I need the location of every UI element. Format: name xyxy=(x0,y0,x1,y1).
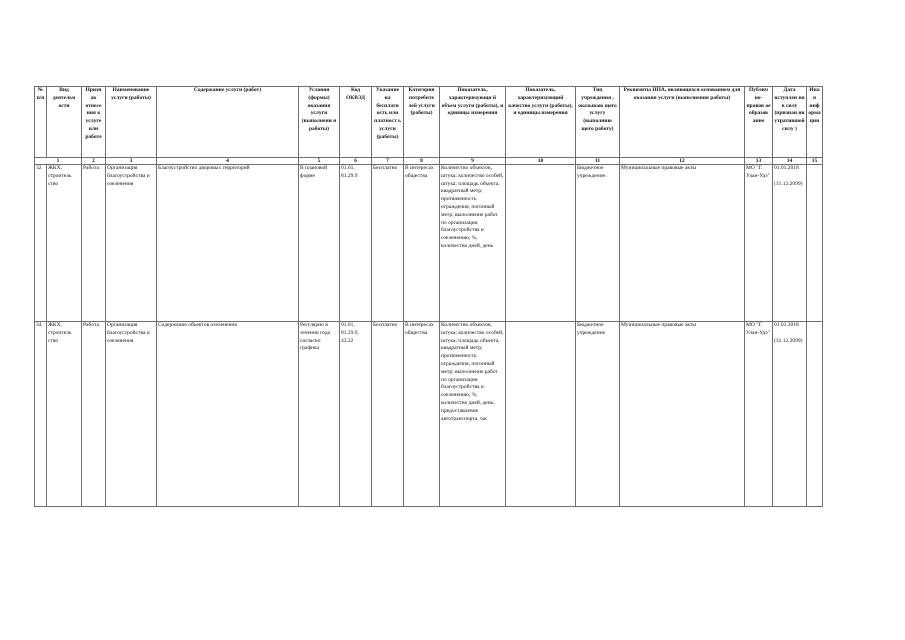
header-cell: Категория потребите лей услуги (работы) xyxy=(404,87,440,158)
service-name: Организация благоустройства и озеленения xyxy=(106,322,157,507)
activity-type: ЖКХ, строитель ство xyxy=(47,165,82,322)
header-cell: Код ОКВЭД xyxy=(340,87,372,158)
activity-type: ЖКХ, строитель ство xyxy=(47,322,82,507)
column-number: 10 xyxy=(506,158,576,165)
paid-or-free: Бесплатно xyxy=(372,322,404,507)
column-number: 6 xyxy=(340,158,372,165)
npa-details: Муниципальные правовые акты xyxy=(620,322,745,507)
effective-date-cell xyxy=(773,165,807,322)
row-number: 32 xyxy=(35,165,47,322)
institution-type: Бюджетное учреждение xyxy=(576,322,620,507)
volume-indicator: Количество объектов, штука; количество особей, штука; площадь объекта, квадратный метр; протяженность ограждения, погонный метр; выполнение работ по организации благоустройства и озеленению, %, количество дней, день xyxy=(440,165,506,322)
service-conditions: Регулярно в течении года согласно графика xyxy=(299,322,340,507)
header-cell: Тип учреждения , оказываю щего услугу (выполнию щего работу) xyxy=(576,87,620,158)
column-number: 8 xyxy=(404,158,440,165)
expiry-date: (31.12.2099) xyxy=(774,180,803,187)
service-or-work-sign: Работа xyxy=(82,165,106,322)
header-cell: Показатель, характеризующий качество услуги (работы), и единицы измерения xyxy=(506,87,576,158)
column-number: 15 xyxy=(807,158,823,165)
column-number: 12 xyxy=(620,158,745,165)
other-info xyxy=(807,322,823,507)
header-cell: Публич но-правов ое образов ание xyxy=(745,87,773,158)
paid-or-free: Бесплатно xyxy=(372,165,404,322)
npa-details: Муниципальные правовые акты xyxy=(620,165,745,322)
header-cell: Дата вступлен ия в силу (признан ия утратившей силу ) xyxy=(773,87,807,158)
service-or-work-sign: Работа xyxy=(82,322,106,507)
service-name: Организация благоустройства и озеленения xyxy=(106,165,157,322)
column-number: 5 xyxy=(299,158,340,165)
header-cell: Показатель, характеризующи й объем услуги (работы), и единицы измерения xyxy=(440,87,506,158)
service-content: Благоустройство дворовых территорий xyxy=(157,165,299,322)
column-number-row xyxy=(35,158,823,165)
column-number: 2 xyxy=(82,158,106,165)
institution-type: Бюджетное учреждение. xyxy=(576,165,620,322)
consumer-category: В интересах общества xyxy=(404,322,440,507)
quality-indicator xyxy=(506,165,576,322)
expiry-date: (31.12.2099) xyxy=(774,337,803,344)
header-row xyxy=(35,87,823,158)
row-number: 34 xyxy=(35,322,47,507)
table-row xyxy=(35,165,823,322)
volume-indicator: Количество объектов, штука; количество особей, штука; площадь объекта, квадратный метр; протяженность ограждения, погонный метр; выполнение работ по организации благоустройства и озеленению, %, количество дней, день; предоставление автотранспорта, час xyxy=(440,322,506,507)
header-cell: № п/п xyxy=(35,87,47,158)
service-content: Содержание объектов озеленения xyxy=(157,322,299,507)
header-cell: Призн ак отнесе ния к услуге или работе xyxy=(82,87,106,158)
public-entity: МО "Г. Улан-Удэ" xyxy=(745,322,773,507)
table-row xyxy=(35,322,823,507)
header-cell: Указание на бесплатн ость или платност ь услуги (работы) xyxy=(372,87,404,158)
effective-date: 01.01.2018 xyxy=(774,322,799,329)
services-register-table xyxy=(34,86,823,507)
okved-code: 01.61, 81.29.9, 43.22 xyxy=(340,322,372,507)
effective-date-cell xyxy=(773,322,807,507)
other-info xyxy=(807,165,823,322)
consumer-category: В интересах общества xyxy=(404,165,440,322)
column-number: 11 xyxy=(576,158,620,165)
column-number: 13 xyxy=(745,158,773,165)
public-entity: МО "Г. Улан-Удэ" xyxy=(745,165,773,322)
column-number: 3 xyxy=(106,158,157,165)
quality-indicator xyxy=(506,322,576,507)
header-cell: Содержание услуги (работ) xyxy=(157,87,299,158)
header-cell: Ина я инф орма ции xyxy=(807,87,823,158)
column-number: 9 xyxy=(440,158,506,165)
okved-code: 01.61, 81.29.9 xyxy=(340,165,372,322)
effective-date: 01.01.2018 xyxy=(774,165,799,172)
column-number: 1 xyxy=(35,158,82,165)
column-number: 4 xyxy=(157,158,299,165)
header-cell: Вид деятельн ости xyxy=(47,87,82,158)
column-number: 7 xyxy=(372,158,404,165)
column-number: 14 xyxy=(773,158,807,165)
header-cell: Условия (формы) оказания услуги (выполнени я работы) xyxy=(299,87,340,158)
header-cell: Реквизиты НПА, являющихся основанием для оказания услуги (выполнения работы) xyxy=(620,87,745,158)
header-cell: Наименование услуги (работы) xyxy=(106,87,157,158)
service-conditions: В плановой форме xyxy=(299,165,340,322)
